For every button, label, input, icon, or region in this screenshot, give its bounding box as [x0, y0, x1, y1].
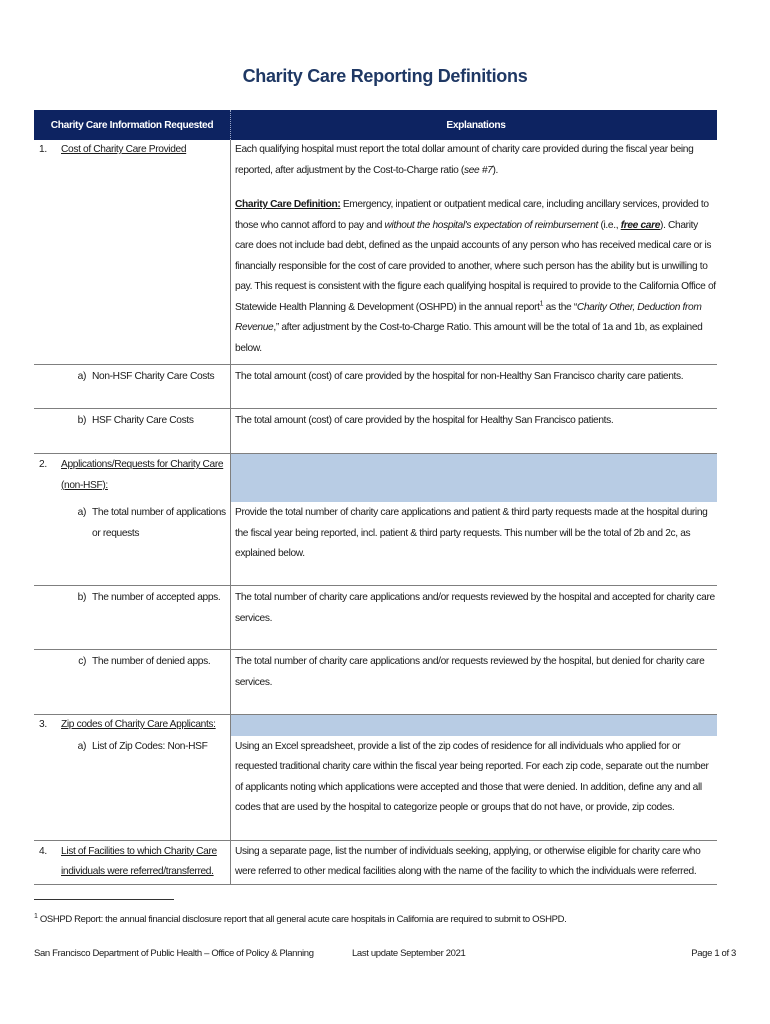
item-2a-explanation: Provide the total number of charity care applications and patient & third party requests made at the hospital during the fiscal year being reported, incl. patient & third party requests. This number will be the total of 2b and 2c, as explained below.: [231, 502, 718, 586]
header-explanations: Explanations: [231, 110, 718, 140]
page-title: Charity Care Reporting Definitions: [242, 66, 528, 86]
table-row: [34, 502, 717, 586]
item-4-cell: 4. List of Facilities to which Charity Care individuals were referred/transferred.: [34, 840, 231, 884]
item-1b-cell: b) HSF Charity Care Costs: [34, 409, 231, 454]
item-2b-cell: b) The number of accepted apps.: [34, 586, 231, 650]
item-1-explanation: [231, 140, 718, 365]
paragraph: Each qualifying hospital must report the total dollar amount of charity care provided during the fiscal year being reported, after adjustment by the Cost-to-Charge ratio (see #7).: [235, 144, 694, 176]
header-requested: Charity Care Information Requested: [34, 110, 231, 140]
charity-care-definition: Charity Care Definition: Emergency, inpatient or outpatient medical care, including ancillary services, provided to those who cannot afford to pay and without the hospital's expectation of reimbursement (i.e., free care). Charity care does not include bad debt, defined as the unpaid accounts of any person who has received medical care or is financially responsible for the cost of care provided to another, where such person has the ability but is unwilling to pay. This request is consistent with the figure each qualifying hospital is required to provide to the California Office of Statewide Health Planning & Development (OSHPD) in the annual report$^1$ as the “Charity Other, Deduction from Revenue,” after adjustment by the Cost-to-Charge Ratio. This amount will be the total of 1a and 1b, as explained below.: [235, 199, 716, 354]
item-2c-explanation: The total number of charity care applications and/or requests reviewed by the hospital, but denied for charity care services.: [231, 650, 718, 715]
item-1b-explanation: The total amount (cost) of care provided by the hospital for Healthy San Francisco patients.: [231, 409, 718, 454]
table-row: [34, 586, 717, 650]
item-2b-explanation: The total number of charity care applications and/or requests reviewed by the hospital and accepted for charity care services.: [231, 586, 718, 650]
table-row: [34, 840, 717, 884]
footer-page-number: Page 1 of 3: [691, 948, 736, 959]
footer-last-update: Last update September 2021: [352, 948, 466, 959]
table-row: [34, 650, 717, 715]
footnote-divider: [34, 899, 174, 900]
item-3a-cell: a) List of Zip Codes: Non-HSF: [34, 736, 231, 841]
item-1a-explanation: The total amount (cost) of care provided by the hospital for non-Healthy San Francisco charity care patients.: [231, 365, 718, 409]
table-row: [34, 736, 717, 841]
item-number: 1.: [39, 144, 47, 155]
table-header-row: [34, 110, 717, 140]
table-row: [34, 140, 717, 365]
footnote-ref: 1: [539, 300, 544, 308]
table-row: [34, 454, 717, 503]
item-label: Cost of Charity Care Provided: [61, 144, 187, 155]
item-3-cell: 3. Zip codes of Charity Care Applicants:: [34, 715, 231, 736]
footnote: $^1$ OSHPD Report: the annual financial disclosure report that all general acute care hospitals in California are required to submit to OSHPD.: [34, 913, 567, 926]
item-2c-cell: c) The number of denied apps.: [34, 650, 231, 715]
item-2-cell: 2. Applications/Requests for Charity Care (non-HSF):: [34, 454, 231, 503]
footer-department: San Francisco Department of Public Health – Office of Policy & Planning: [34, 948, 314, 959]
table-row: [34, 409, 717, 454]
item-2a-cell: a) The total number of applications or requests: [34, 502, 231, 586]
item-3a-explanation: Using an Excel spreadsheet, provide a list of the zip codes of residence for all individuals who applied for or requested traditional charity care within the fiscal year being reported. For each zip code, separate out the number of applicants noting which applications were accepted and those that were denied. In addition, define any and all codes that are used by the hospital to categorize people or groups that do not have, or provide, zip codes.: [231, 736, 718, 841]
table-row: [34, 715, 717, 736]
item-1-cell: [34, 140, 231, 365]
definitions-table: [34, 110, 717, 885]
item-2-shaded: [231, 454, 718, 503]
item-3-shaded: [231, 715, 718, 736]
item-1a-cell: a) Non-HSF Charity Care Costs: [34, 365, 231, 409]
table-row: [34, 365, 717, 409]
item-4-explanation: Using a separate page, list the number of individuals seeking, applying, or otherwise eligible for charity care who were referred to other medical facilities along with the name of the facility to which the individuals were referred.: [231, 840, 718, 884]
